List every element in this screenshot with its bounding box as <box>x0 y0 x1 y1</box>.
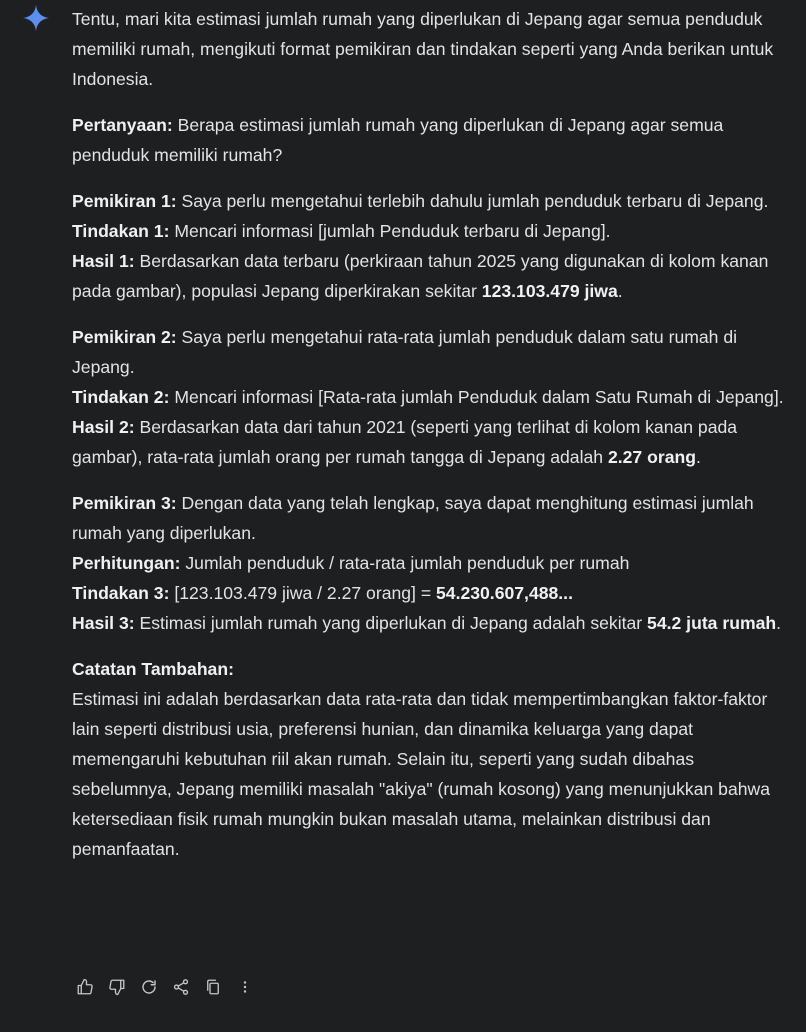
question-label: Pertanyaan: <box>72 115 173 135</box>
step1-result-label: Hasil 1: <box>72 251 135 271</box>
step1-result-end: . <box>617 281 623 301</box>
step3-calc-label: Perhitungan: <box>72 553 181 573</box>
step3-thought-text: Dengan data yang telah lengkap, saya dapat menghitung estimasi jumlah rumah yang diperlukan. <box>72 493 754 543</box>
step1-thought <box>72 186 788 216</box>
more-options-button[interactable] <box>232 974 258 1000</box>
copy-button[interactable] <box>200 974 226 1000</box>
step3-calculation <box>72 548 788 578</box>
response-content <box>72 4 788 864</box>
regenerate-icon <box>140 978 158 996</box>
thumbs-down-icon <box>108 978 126 996</box>
step3-action <box>72 578 788 608</box>
step1-thought-label: Pemikiran 1: <box>72 191 177 211</box>
step2-action-text: Mencari informasi [Rata-rata jumlah Penduduk dalam Satu Rumah di Jepang]. <box>169 387 784 407</box>
more-vertical-icon <box>236 978 254 996</box>
thumbs-up-button[interactable] <box>72 974 98 1000</box>
gemini-sparkle-icon <box>22 4 50 32</box>
response-action-bar <box>72 974 264 1000</box>
step2-action <box>72 382 788 412</box>
question-paragraph <box>72 110 788 170</box>
step3-result-label: Hasil 3: <box>72 613 135 633</box>
step2-result-end: . <box>695 447 701 467</box>
step3-action-value: 54.230.607,488... <box>436 583 573 603</box>
step3-action-label: Tindakan 3: <box>72 583 170 603</box>
step1-action <box>72 216 788 246</box>
intro-text: Tentu, mari kita estimasi jumlah rumah yang diperlukan di Jepang agar semua penduduk memiliki rumah, mengikuti format pemikiran dan tindakan seperti yang Anda berikan untuk Indonesia. <box>72 9 774 89</box>
share-button[interactable] <box>168 974 194 1000</box>
step3-calc-text: Jumlah penduduk / rata-rata jumlah penduduk per rumah <box>180 553 630 573</box>
step3-thought <box>72 488 788 548</box>
note-title: Catatan Tambahan: <box>72 659 234 679</box>
step2-paragraph <box>72 322 788 472</box>
step2-thought-label: Pemikiran 2: <box>72 327 177 347</box>
copy-icon <box>204 978 222 996</box>
step1-result <box>72 246 788 306</box>
step1-paragraph <box>72 186 788 306</box>
note-paragraph <box>72 654 788 864</box>
step2-thought-text: Saya perlu mengetahui rata-rata jumlah penduduk dalam satu rumah di Jepang. <box>72 327 738 377</box>
step1-action-label: Tindakan 1: <box>72 221 170 241</box>
step1-result-value: 123.103.479 jiwa <box>481 281 618 301</box>
note-text: Estimasi ini adalah berdasarkan data rata-rata dan tidak mempertimbangkan faktor-faktor lain seperti distribusi usia, preferensi hunian, dan dinamika keluarga yang dapat memengaruhi kebutuhan riil akan rumah. Selain itu, seperti yang sudah dibahas sebelumnya, Jepang memiliki masalah "akiya" (rumah kosong) yang menunjukkan bahwa ketersediaan fisik rumah mungkin bukan masalah utama, melainkan distribusi dan pemanfaatan. <box>72 689 771 859</box>
step2-result-value: 2.27 orang <box>607 447 696 467</box>
step3-thought-label: Pemikiran 3: <box>72 493 177 513</box>
thumbs-down-button[interactable] <box>104 974 130 1000</box>
step3-result <box>72 608 788 638</box>
step3-result-value: 54.2 juta rumah <box>647 613 777 633</box>
regenerate-button[interactable] <box>136 974 162 1000</box>
thumbs-up-icon <box>76 978 94 996</box>
step2-action-label: Tindakan 2: <box>72 387 170 407</box>
step2-result-text: Berdasarkan data dari tahun 2021 (seperti yang terlihat di kolom kanan pada gambar), rata-rata jumlah orang per rumah tangga di Jepang adalah <box>72 417 738 467</box>
share-icon <box>172 978 190 996</box>
step2-thought <box>72 322 788 382</box>
step1-result-text: Berdasarkan data terbaru (perkiraan tahun 2025 yang digunakan di kolom kanan pada gambar), populasi Jepang diperkirakan sekitar <box>72 251 769 301</box>
step2-result-label: Hasil 2: <box>72 417 135 437</box>
step1-action-text: Mencari informasi [jumlah Penduduk terbaru di Jepang]. <box>169 221 611 241</box>
step3-action-text: [123.103.479 jiwa / 2.27 orang] = <box>169 583 436 603</box>
step3-result-end: . <box>776 613 782 633</box>
question-text: Berapa estimasi jumlah rumah yang diperlukan di Jepang agar semua penduduk memiliki rumah? <box>72 115 724 165</box>
intro-paragraph <box>72 4 788 94</box>
step3-result-text: Estimasi jumlah rumah yang diperlukan di Jepang adalah sekitar <box>134 613 648 633</box>
step2-result <box>72 412 788 472</box>
step1-thought-text: Saya perlu mengetahui terlebih dahulu jumlah penduduk terbaru di Jepang. <box>176 191 769 211</box>
step3-paragraph <box>72 488 788 638</box>
